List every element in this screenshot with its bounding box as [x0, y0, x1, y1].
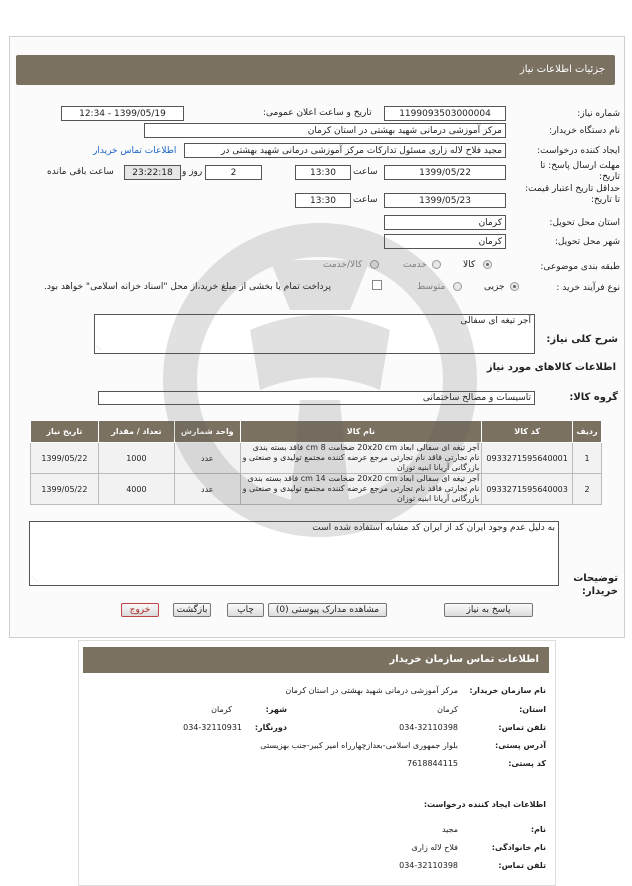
validity-label: حداقل تاریخ اعتبار قیمت: تا تاریخ:: [525, 184, 620, 205]
row-number: 2: [573, 474, 602, 505]
contact-org-value: مرکز آموزشی درمانی شهید بهشتی در استان کرمان: [285, 686, 458, 695]
buyer-notes-field[interactable]: به دلیل عدم وجود ایران کد از ایران کد مشابه استفاده شده است: [29, 521, 559, 586]
col-date: تاریخ نیاز: [31, 421, 99, 443]
contact-phone-value: 034-32110398: [399, 723, 458, 732]
reply-button[interactable]: پاسخ به نیاز: [444, 603, 533, 617]
category-radio-goods[interactable]: [483, 260, 492, 269]
deadline-time-label: ساعت: [353, 167, 378, 177]
goods-section-title: اطلاعات کالاهای مورد نیاز: [486, 362, 616, 373]
contact-family-label: نام خانوادگی:: [491, 843, 546, 852]
category-option-goods: کالا: [463, 260, 476, 270]
goods-code: 0933271595640003: [482, 474, 573, 505]
contact-city-label: شهر:: [265, 705, 287, 714]
goods-name: آجر تیغه ای سفالی ابعاد 20x20 cm ضخامت 14 cm فاقد بسته بندی نام تجارتی فاقد نام تجارتی مرجع عرضه کننده مجتمع تولیدی و صنعتی و بازرگانی آریانا ابنیه توزان: [240, 474, 482, 505]
contact-cphone-value: 034-32110398: [399, 861, 458, 870]
remaining-time-field: 23:22:18: [124, 165, 181, 180]
creator-section-title: اطلاعات ایجاد کننده درخواست:: [423, 800, 546, 809]
goods-table: [30, 420, 602, 505]
category-option-service: خدمت: [403, 260, 427, 270]
goods-date: 1399/05/22: [31, 443, 99, 474]
process-radio-medium[interactable]: [453, 282, 462, 291]
summary-label: شرح کلی نیاز:: [546, 334, 618, 345]
category-radio-service[interactable]: [432, 260, 441, 269]
need-number-field[interactable]: 1199093503000004: [384, 106, 506, 121]
goods-name: آجر تیغه ای سفالی ابعاد 20x20 cm ضخامت 8 cm فاقد بسته بندی نام تجارتی فاقد نام تجارتی مرجع عرضه کننده مجتمع تولیدی و صنعتی و بازرگانی آریانا ابنیه توزان: [240, 443, 482, 474]
process-option-small: جزیی: [484, 282, 505, 292]
process-option-medium: متوسط: [417, 282, 446, 292]
contact-fax-value: 034-32110931: [183, 723, 242, 732]
contact-fax-label: دورنگار:: [254, 723, 287, 732]
category-option-both: کالا/خدمت: [323, 260, 363, 270]
announce-label: تاریخ و ساعت اعلان عمومی:: [263, 108, 372, 118]
print-button[interactable]: چاپ: [227, 603, 264, 617]
page-title: جزئیات اطلاعات نیاز: [16, 55, 615, 85]
process-label: نوع فرآیند خرید :: [556, 283, 620, 293]
process-radio-small[interactable]: [510, 282, 519, 291]
contact-title: اطلاعات تماس سازمان خریدار: [83, 647, 549, 673]
treasury-checkbox[interactable]: [372, 280, 382, 290]
contact-postal-label: کد پستی:: [508, 759, 546, 768]
col-row: ردیف: [573, 421, 602, 443]
goods-qty: 1000: [98, 443, 174, 474]
remaining-label: ساعت باقی مانده: [47, 167, 114, 177]
goods-unit: عدد: [175, 474, 241, 505]
contact-panel: [78, 640, 556, 886]
category-radio-both[interactable]: [370, 260, 379, 269]
province-field[interactable]: کرمان: [384, 215, 506, 230]
contact-province-value: کرمان: [437, 705, 458, 714]
deadline-label: مهلت ارسال پاسخ: تا تاریخ:: [540, 161, 620, 182]
city-field[interactable]: کرمان: [384, 234, 506, 249]
province-label: استان محل تحویل:: [549, 218, 620, 228]
summary-field[interactable]: آجر تیغه ای سفالی: [94, 314, 535, 354]
col-name: نام کالا: [240, 421, 482, 443]
creator-field[interactable]: مجید فلاح لاله زاری مسئول تدارکات مرکز آموزشی درمانی شهید بهشتی در: [184, 143, 506, 158]
validity-time-field[interactable]: 13:30: [295, 193, 351, 208]
contact-province-label: استان:: [519, 705, 546, 714]
treasury-note: پرداخت تمام یا بخشی از مبلغ خرید،از محل "اسناد خزانه اسلامی" خواهد بود.: [44, 282, 332, 292]
exit-button[interactable]: خروج: [121, 603, 159, 617]
resize-handle[interactable]: ⋰: [31, 576, 37, 583]
announce-field[interactable]: 1399/05/19 - 12:34: [61, 106, 184, 121]
contact-family-value: فلاح لاله زاری: [411, 843, 458, 852]
contact-address-value: بلوار جمهوری اسلامی-بعدازچهارراه امیر کبیر-جنب بهزیستی: [260, 741, 458, 750]
col-qty: تعداد / مقدار: [98, 421, 174, 443]
col-unit: واحد شمارش: [175, 421, 241, 443]
contact-city-value: کرمان: [211, 705, 232, 714]
buyer-notes-label: توضیحات خریدار:: [573, 573, 618, 597]
goods-group-field[interactable]: تاسیسات و مصالح ساختمانی: [98, 391, 535, 405]
category-label: طبقه بندی موضوعی:: [540, 262, 620, 272]
back-button[interactable]: بازگشت: [173, 603, 211, 617]
days-label: روز و: [182, 167, 203, 177]
resize-handle[interactable]: ⋰: [96, 345, 102, 352]
col-code: کد کالا: [482, 421, 573, 443]
contact-name-value: مجید: [441, 825, 458, 834]
buyer-label: نام دستگاه خریدار:: [549, 126, 620, 136]
row-number: 1: [573, 443, 602, 474]
goods-qty: 4000: [98, 474, 174, 505]
days-field[interactable]: 2: [205, 165, 262, 180]
goods-code: 0933271595640001: [482, 443, 573, 474]
contact-address-label: آدرس پستی:: [495, 741, 546, 750]
deadline-time-field[interactable]: 13:30: [295, 165, 351, 180]
creator-label: ایجاد کننده درخواست:: [537, 146, 620, 156]
goods-unit: عدد: [175, 443, 241, 474]
contact-org-label: نام سازمان خریدار:: [469, 686, 546, 695]
contact-cphone-label: تلفن تماس:: [498, 861, 546, 870]
table-row[interactable]: [31, 443, 602, 474]
city-label: شهر محل تحویل:: [554, 237, 620, 247]
goods-table-header: [31, 421, 602, 443]
deadline-date-field[interactable]: 1399/05/22: [384, 165, 506, 180]
need-number-label: شماره نیاز:: [577, 109, 620, 119]
attachments-button[interactable]: مشاهده مدارک پیوستی (0): [268, 603, 387, 617]
buyer-field[interactable]: مرکز آموزشی درمانی شهید بهشتی در استان کرمان: [144, 123, 506, 138]
goods-group-label: گروه کالا:: [569, 392, 618, 403]
table-row[interactable]: [31, 474, 602, 505]
goods-date: 1399/05/22: [31, 474, 99, 505]
contact-postal-value: 7618844115: [407, 759, 458, 768]
contact-name-label: نام:: [530, 825, 546, 834]
buyer-contact-link[interactable]: اطلاعات تماس خریدار: [93, 146, 177, 156]
validity-date-field[interactable]: 1399/05/23: [384, 193, 506, 208]
validity-time-label: ساعت: [353, 195, 378, 205]
contact-phone-label: تلفن تماس:: [498, 723, 546, 732]
